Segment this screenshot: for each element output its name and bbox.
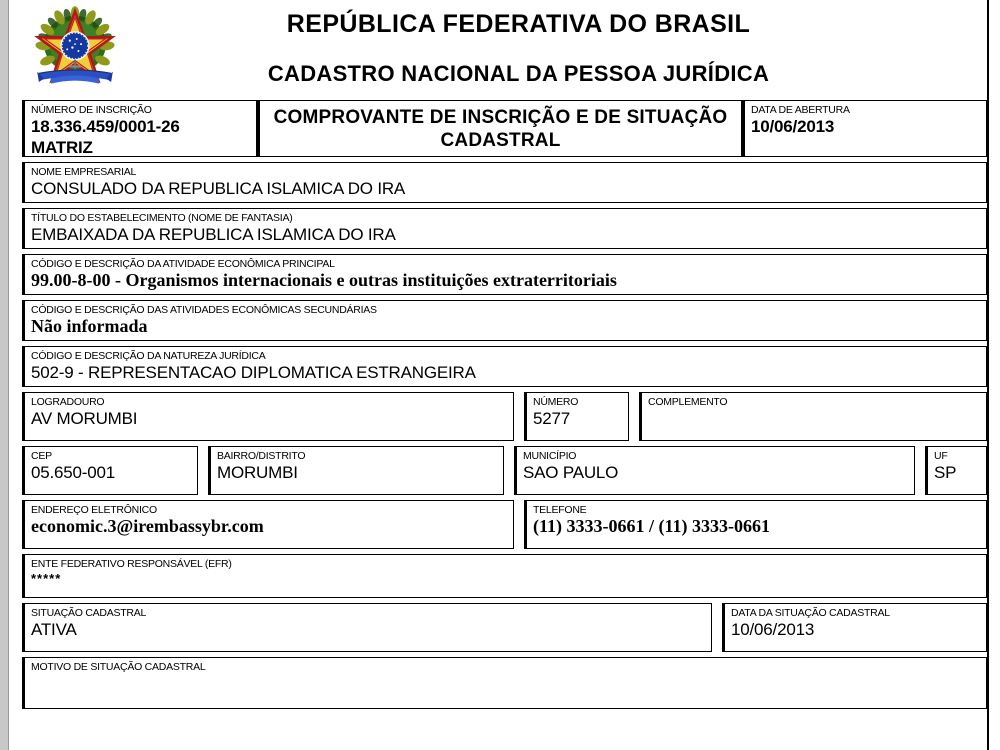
field-caption: NÚMERO <box>533 396 579 408</box>
field-caption: BAIRRO/DISTRITO <box>217 450 306 462</box>
field-situacao-cadastral <box>22 603 712 652</box>
field-value: ***** <box>31 571 62 586</box>
document-sheet <box>10 0 987 750</box>
field-numero <box>524 392 629 441</box>
field-value: ATIVA <box>31 620 77 639</box>
page-title-cnpj: CADASTRO NACIONAL DA PESSOA JURÍDICA <box>267 60 770 86</box>
row-address-locality <box>22 446 987 495</box>
field-caption: CEP <box>31 450 52 462</box>
field-nome-empresarial <box>22 162 987 203</box>
field-caption: TELEFONE <box>533 504 587 516</box>
field-value <box>31 673 986 694</box>
field-caption: ENTE FEDERATIVO RESPONSÁVEL (EFR) <box>31 558 232 570</box>
field-caption: MOTIVO DE SITUAÇÃO CADASTRAL <box>31 661 206 673</box>
field-titulo-estabelecimento <box>22 208 987 249</box>
page-right-rule <box>987 0 989 750</box>
field-caption: UF <box>934 450 948 462</box>
field-caption: NÚMERO DE INSCRIÇÃO <box>31 104 152 116</box>
field-caption: CÓDIGO E DESCRIÇÃO DA ATIVIDADE ECONÔMICA PRINCIPAL <box>31 258 335 270</box>
row-ente-federativo <box>22 554 987 598</box>
brazil-coat-of-arms-icon <box>32 6 118 96</box>
field-caption: CÓDIGO E DESCRIÇÃO DAS ATIVIDADES ECONÔMICAS SECUNDÁRIAS <box>31 304 377 316</box>
field-value: 18.336.459/0001-26 <box>31 117 180 136</box>
field-caption: SITUAÇÃO CADASTRAL <box>31 607 147 619</box>
row-motivo-situacao <box>22 657 987 709</box>
row-identification <box>22 100 987 157</box>
field-value: SP <box>934 463 957 482</box>
field-rows <box>10 100 987 709</box>
field-complemento <box>639 392 987 441</box>
field-value: (11) 3333-0661 / (11) 3333-0661 <box>533 516 770 536</box>
document-header <box>10 0 987 100</box>
row-address-street <box>22 392 987 441</box>
row-situacao <box>22 603 987 652</box>
field-value: 10/06/2013 <box>751 117 835 136</box>
field-uf <box>925 446 987 495</box>
page-left-gutter <box>0 0 9 750</box>
row-natureza-juridica <box>22 346 987 387</box>
field-value: SAO PAULO <box>523 463 619 482</box>
field-cep <box>22 446 198 495</box>
field-caption: LOGRADOURO <box>31 396 105 408</box>
field-caption: DATA DA SITUAÇÃO CADASTRAL <box>731 607 890 619</box>
field-value: CONSULADO DA REPUBLICA ISLAMICA DO IRA <box>31 179 406 198</box>
field-ente-federativo <box>22 554 987 598</box>
field-value: Não informada <box>31 316 148 336</box>
document-title-text: COMPROVANTE DE INSCRIÇÃO E DE SITUAÇÃO CADASTRAL <box>273 106 728 151</box>
field-atividade-principal <box>22 254 987 295</box>
field-caption: TÍTULO DO ESTABELECIMENTO (NOME DE FANTASIA) <box>31 212 293 224</box>
field-natureza-juridica <box>22 346 987 387</box>
field-municipio <box>514 446 915 495</box>
row-atividade-principal <box>22 254 987 295</box>
field-data-situacao-cadastral <box>722 603 987 652</box>
field-numero-inscricao <box>22 100 257 157</box>
field-value: 502-9 - REPRESENTACAO DIPLOMATICA ESTRANGEIRA <box>31 363 476 382</box>
field-value: 5277 <box>533 409 571 428</box>
page-title-republic: REPÚBLICA FEDERATIVA DO BRASIL <box>286 10 751 38</box>
field-value <box>648 408 986 429</box>
field-caption: CÓDIGO E DESCRIÇÃO DA NATUREZA JURÍDICA <box>31 350 266 362</box>
field-value: 10/06/2013 <box>731 620 815 639</box>
field-value: AV MORUMBI <box>31 409 138 428</box>
field-value: MORUMBI <box>217 463 298 482</box>
field-value: EMBAIXADA DA REPUBLICA ISLAMICA DO IRA <box>31 225 396 244</box>
field-value: 99.00-8-00 - Organismos internacionais e outras instituições extraterritoriais <box>31 270 617 290</box>
row-contact <box>22 500 987 549</box>
row-titulo-estabelecimento <box>22 208 987 249</box>
field-caption: NOME EMPRESARIAL <box>31 166 137 178</box>
field-data-abertura <box>742 100 987 157</box>
field-value-matriz: MATRIZ <box>31 138 93 157</box>
field-value: economic.3@irembassybr.com <box>31 516 264 536</box>
field-caption: MUNICÍPIO <box>523 450 577 462</box>
header-titles <box>10 4 987 86</box>
field-atividades-secundarias <box>22 300 987 341</box>
field-caption: DATA DE ABERTURA <box>751 104 850 116</box>
field-value: 05.650-001 <box>31 463 116 482</box>
field-motivo-situacao-cadastral <box>22 657 987 709</box>
field-document-title <box>257 100 742 157</box>
field-bairro <box>208 446 504 495</box>
field-caption: COMPLEMENTO <box>648 396 728 408</box>
field-caption: ENDEREÇO ELETRÔNICO <box>31 504 157 516</box>
field-logradouro <box>22 392 514 441</box>
row-atividades-secundarias <box>22 300 987 341</box>
row-nome-empresarial <box>22 162 987 203</box>
field-telefone <box>524 500 987 549</box>
field-endereco-eletronico <box>22 500 514 549</box>
